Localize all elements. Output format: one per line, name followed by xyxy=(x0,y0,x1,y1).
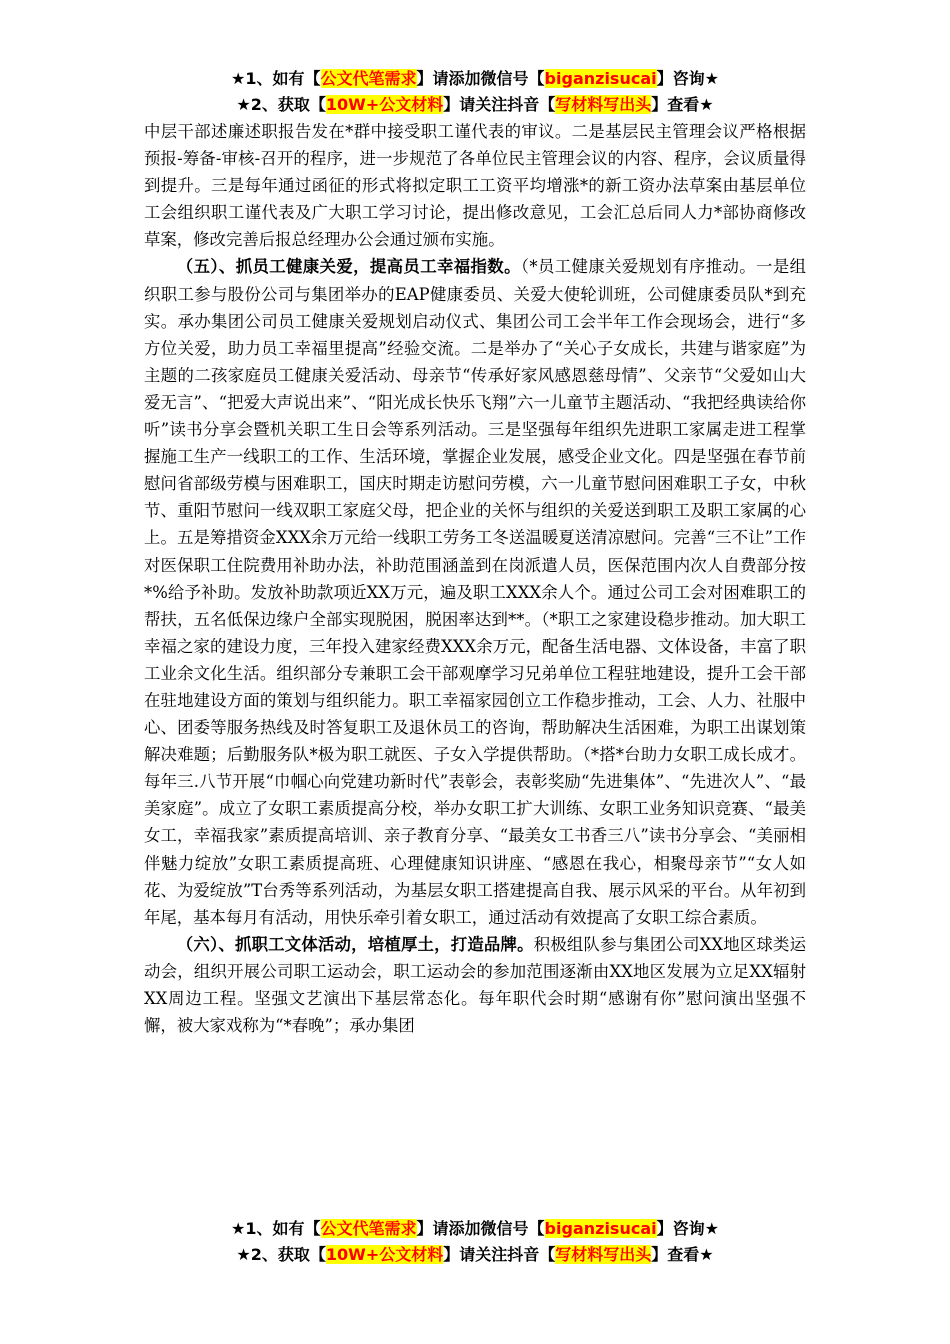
paragraph-1: 中层干部述廉述职报告发在*群中接受职工谨代表的审议。二是基层民主管理会议严格根据预报-筹备-审核-召开的程序，进一步规范了各单位民主管理会议的内容、程序，会议质量得到提升。三是每年通过函征的形式将拟定职工工资平均增涨*的新工资办法草案由基层单位工会组织职工谨代表及广大职工学习讨论，提出修改意见，工会汇总后同人力*部协商修改草案，修改完善后报总经理办公会通过颁布实施。 xyxy=(144,122,806,250)
highlight-douyin: 写材料写出头 xyxy=(555,95,652,114)
banner-line-2: ★2、获取【10W+公文材料】请关注抖音【写材料写出头】查看★ xyxy=(236,95,714,114)
highlight-ghostwriting: 公文代笔需求 xyxy=(320,1219,417,1238)
banner-line-1-footer: ★1、如有【公文代笔需求】请添加微信号【biganzisucai】咨询★ xyxy=(231,1219,719,1238)
highlight-douyin: 写材料写出头 xyxy=(555,1245,652,1264)
header-banner xyxy=(0,66,950,118)
banner-line-1: ★1、如有【公文代笔需求】请添加微信号【biganzisucai】咨询★ xyxy=(231,69,719,88)
highlight-wechat-id: biganzisucai xyxy=(544,1219,657,1238)
document-body xyxy=(144,118,806,1039)
paragraph-2: （五）、抓员工健康关爱，提高员工幸福指数。（*员工健康关爱规划有序推动。一是组织职工参与股份公司与集团举办的EAP健康委员、关爱大使轮训班，公司健康委员队*到充实。承办集团公司员工健康关爱规划启动仪式、集团公司工会半年工作会现场会，进行“多方位关爱，助力员工幸福里提高”经验交流。二是举办了“关心子女成长，共建与谐家庭”为主题的二孩家庭员工健康关爱活动、母亲节“传承好家风感恩慈母情”、父亲节“父爱如山大爱无言”、“把爱大声说出来”、“阳光成长快乐飞翔”六一儿童节主题活动、“我把经典读给你听”读书分享会暨机关职工生日会等系列活动。三是坚强每年组织先进职工家属走进工程掌握施工生产一线职工的工作、生活环境，掌握企业发展，感受企业文化。四是坚强在春节前慰问省部级劳模与困难职工，国庆时期走访慰问劳模，六一儿童节慰问困难职工子女，中秋节、重阳节慰问一线双职工家庭父母，把企业的关怀与组织的关爱送到职工及职工家属的心上。五是筹措资金XXX余万元给一线职工劳务工冬送温暖夏送清凉慰问。完善“三不让”工作对医保职工住院费用补助办法，补助范围涵盖到在岗派遣人员，医保范围内次人自费部分按*%给予补助。发放补助款项近XX万元，遍及职工XXX余人个。通过公司工会对困难职工的帮扶，五名低保边缘户全部实现脱困，脱困率达到**。（*职工之家建设稳步推动。加大职工幸福之家的建设力度，三年投入建家经费XXX余万元，配备生活电器、文体设备，丰富了职工业余文化生活。组织部分专兼职工会干部观摩学习兄弟单位工程驻地建设，提升工会干部在驻地建设方面的策划与组织能力。职工幸福家园创立工作稳步推动，工会、人力、社服中心、团委等服务热线及时答复职工及退休员工的咨询，帮助解决生活困难，为职工出谋划策解决难题；后勤服务队*极为职工就医、子女入学提供帮助。（*搭*台助力女职工成长成才。每年三.八节开展“巾帼心向党建功新时代”表彰会，表彰奖励“先进集体”、“先进次人”、“最美家庭”。成立了女职工素质提高分校，举办女职工扩大训练、女职工业务知识竞赛、“最美女工，幸福我家”素质提高培训、亲子教育分享、“最美女工书香三八”读书分享会、“美丽相伴魅力绽放”女职工素质提高班、心理健康知识讲座、“感恩在我心，相聚母亲节”“女人如花、为爱绽放”T台秀等系列活动，为基层女职工搭建提高自我、展示风采的平台。从年初到年尾，基本每月有活动，用快乐牵引着女职工，通过活动有效提高了女职工综合素质。 xyxy=(144,257,806,927)
section-heading-5: （五）、抓员工健康关爱，提高员工幸福指数。 xyxy=(176,257,521,277)
highlight-ghostwriting: 公文代笔需求 xyxy=(320,69,417,88)
highlight-wechat-id: biganzisucai xyxy=(544,69,657,88)
section-heading-6: （六）、抓职工文体活动，培植厚土，打造品牌。 xyxy=(176,934,534,954)
highlight-materials: 10W+公文材料 xyxy=(325,1245,444,1264)
footer-banner xyxy=(0,1216,950,1268)
highlight-materials: 10W+公文材料 xyxy=(325,95,444,114)
paragraph-3: （六）、抓职工文体活动，培植厚土，打造品牌。积极组队参与集团公司XX地区球类运动会，组织开展公司职工运动会，职工运动会的参加范围逐渐由XX地区发展为立足XX辐射XX周边工程。坚强文艺演出下基层常态化。每年职代会时期“感谢有你”慰问演出坚强不懈，被大家戏称为“*春晚”；承办集团 xyxy=(144,934,806,1036)
banner-line-2-footer: ★2、获取【10W+公文材料】请关注抖音【写材料写出头】查看★ xyxy=(236,1245,714,1264)
